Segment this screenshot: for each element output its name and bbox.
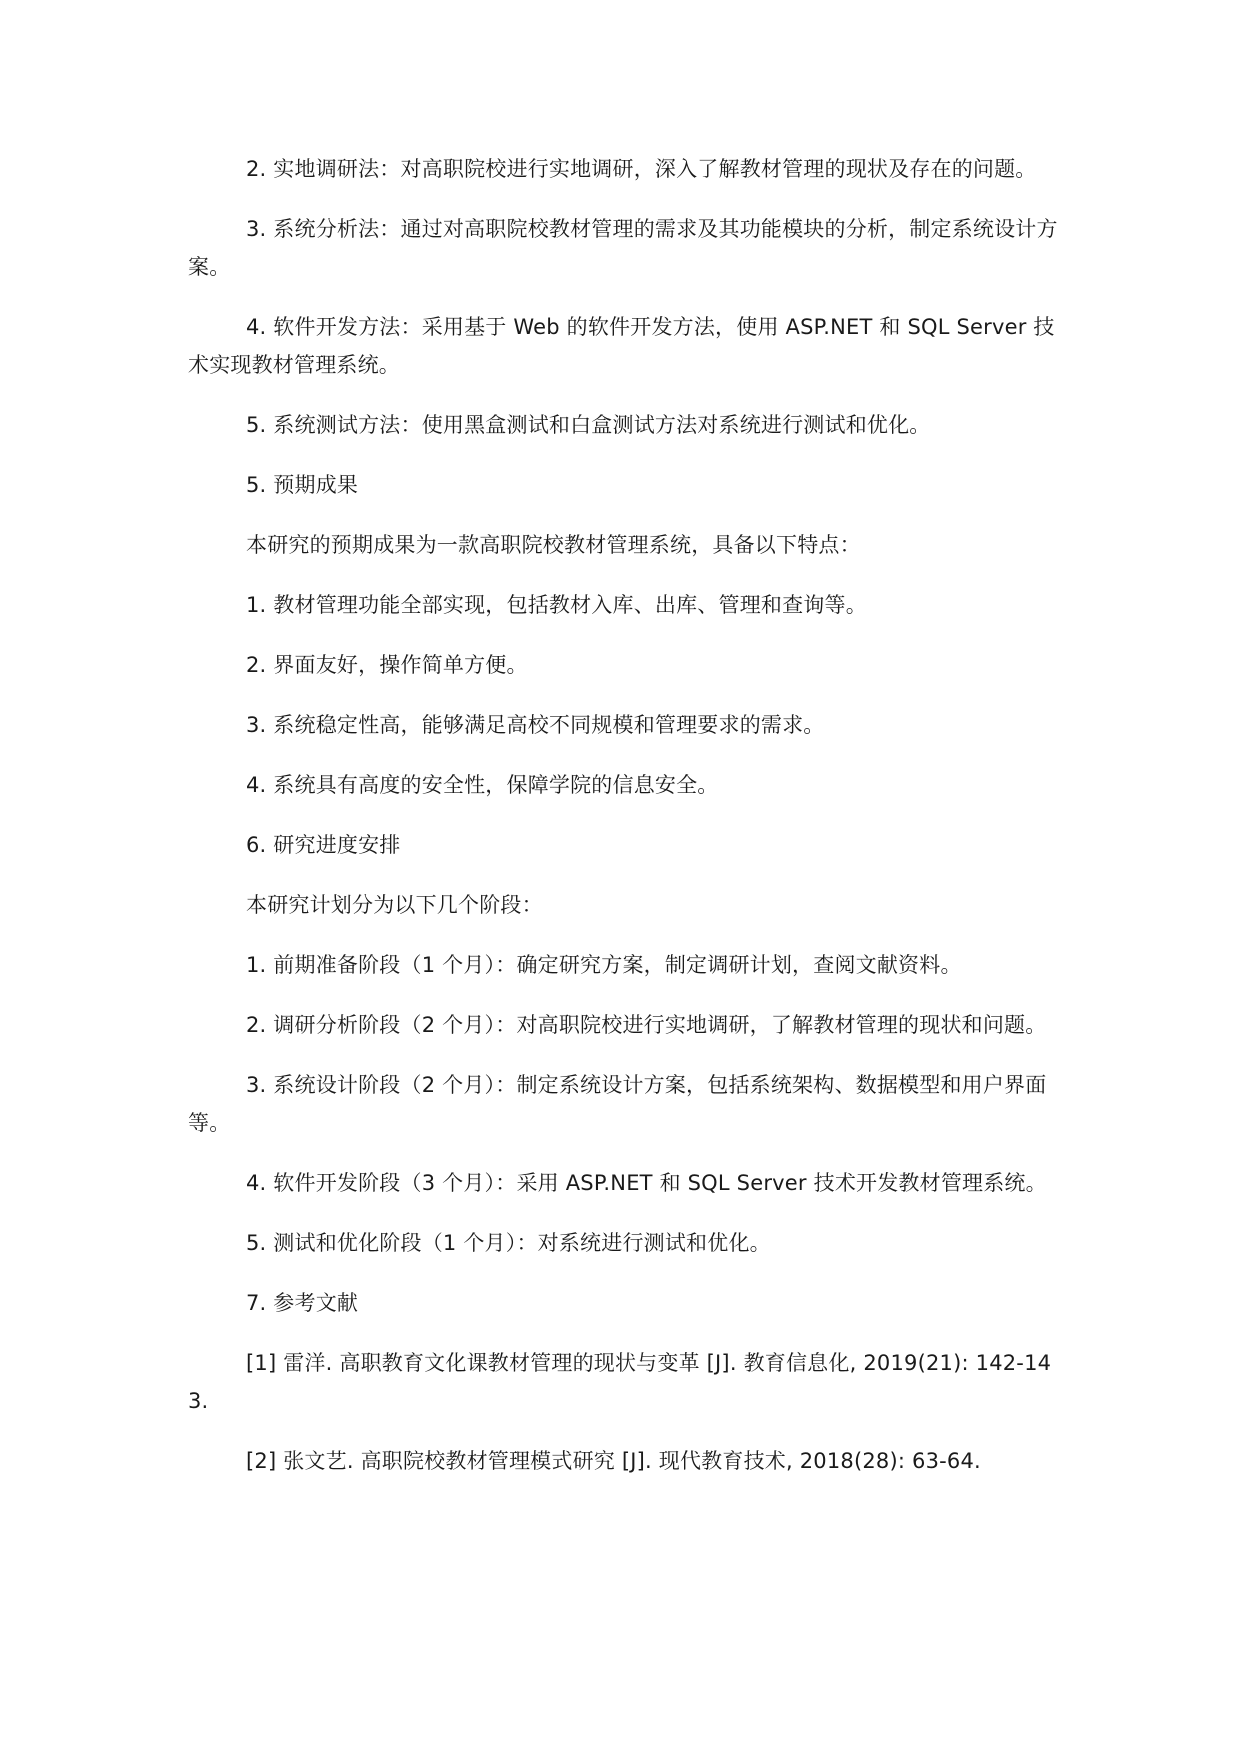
schedule-stage-1: 1. 前期准备阶段（1 个月）：确定研究方案，制定调研计划，查阅文献资料。 bbox=[246, 953, 962, 977]
schedule-stage-5: 5. 测试和优化阶段（1 个月）：对系统进行测试和优化。 bbox=[246, 1231, 771, 1255]
reference-item-2: [2] 张文艺. 高职院校教材管理模式研究 [J]. 现代教育技术, 2018(28): 63-64. bbox=[246, 1449, 981, 1473]
feature-item-3: 3. 系统稳定性高，能够满足高校不同规模和管理要求的需求。 bbox=[246, 713, 825, 737]
document-body bbox=[188, 150, 1058, 1502]
schedule-stage-3: 3. 系统设计阶段（2 个月）：制定系统设计方案，包括系统架构、数据模型和用户界面等。 bbox=[188, 1073, 1047, 1135]
method-field-research: 2. 实地调研法：对高职院校进行实地调研，深入了解教材管理的现状及存在的问题。 bbox=[246, 157, 1037, 181]
section-heading-references: 7. 参考文献 bbox=[246, 1291, 359, 1315]
section-heading-schedule: 6. 研究进度安排 bbox=[246, 833, 401, 857]
section-heading-expected-results: 5. 预期成果 bbox=[246, 473, 359, 497]
schedule-stage-2: 2. 调研分析阶段（2 个月）：对高职院校进行实地调研，了解教材管理的现状和问题。 bbox=[246, 1013, 1047, 1037]
reference-item-1: [1] 雷洋. 高职教育文化课教材管理的现状与变革 [J]. 教育信息化, 2019(21): 142-143. bbox=[188, 1351, 1052, 1413]
feature-item-4: 4. 系统具有高度的安全性，保障学院的信息安全。 bbox=[246, 773, 719, 797]
feature-item-1: 1. 教材管理功能全部实现，包括教材入库、出库、管理和查询等。 bbox=[246, 593, 867, 617]
method-system-analysis: 3. 系统分析法：通过对高职院校教材管理的需求及其功能模块的分析，制定系统设计方案。 bbox=[188, 217, 1058, 279]
schedule-intro: 本研究计划分为以下几个阶段： bbox=[246, 893, 543, 917]
method-software-development: 4. 软件开发方法：采用基于 Web 的软件开发方法，使用 ASP.NET 和 SQL Server 技术实现教材管理系统。 bbox=[188, 315, 1055, 377]
expected-results-intro: 本研究的预期成果为一款高职院校教材管理系统，具备以下特点： bbox=[246, 533, 861, 557]
feature-item-2: 2. 界面友好，操作简单方便。 bbox=[246, 653, 528, 677]
schedule-stage-4: 4. 软件开发阶段（3 个月）：采用 ASP.NET 和 SQL Server 技术开发教材管理系统。 bbox=[246, 1171, 1047, 1195]
method-system-testing: 5. 系统测试方法：使用黑盒测试和白盒测试方法对系统进行测试和优化。 bbox=[246, 413, 931, 437]
